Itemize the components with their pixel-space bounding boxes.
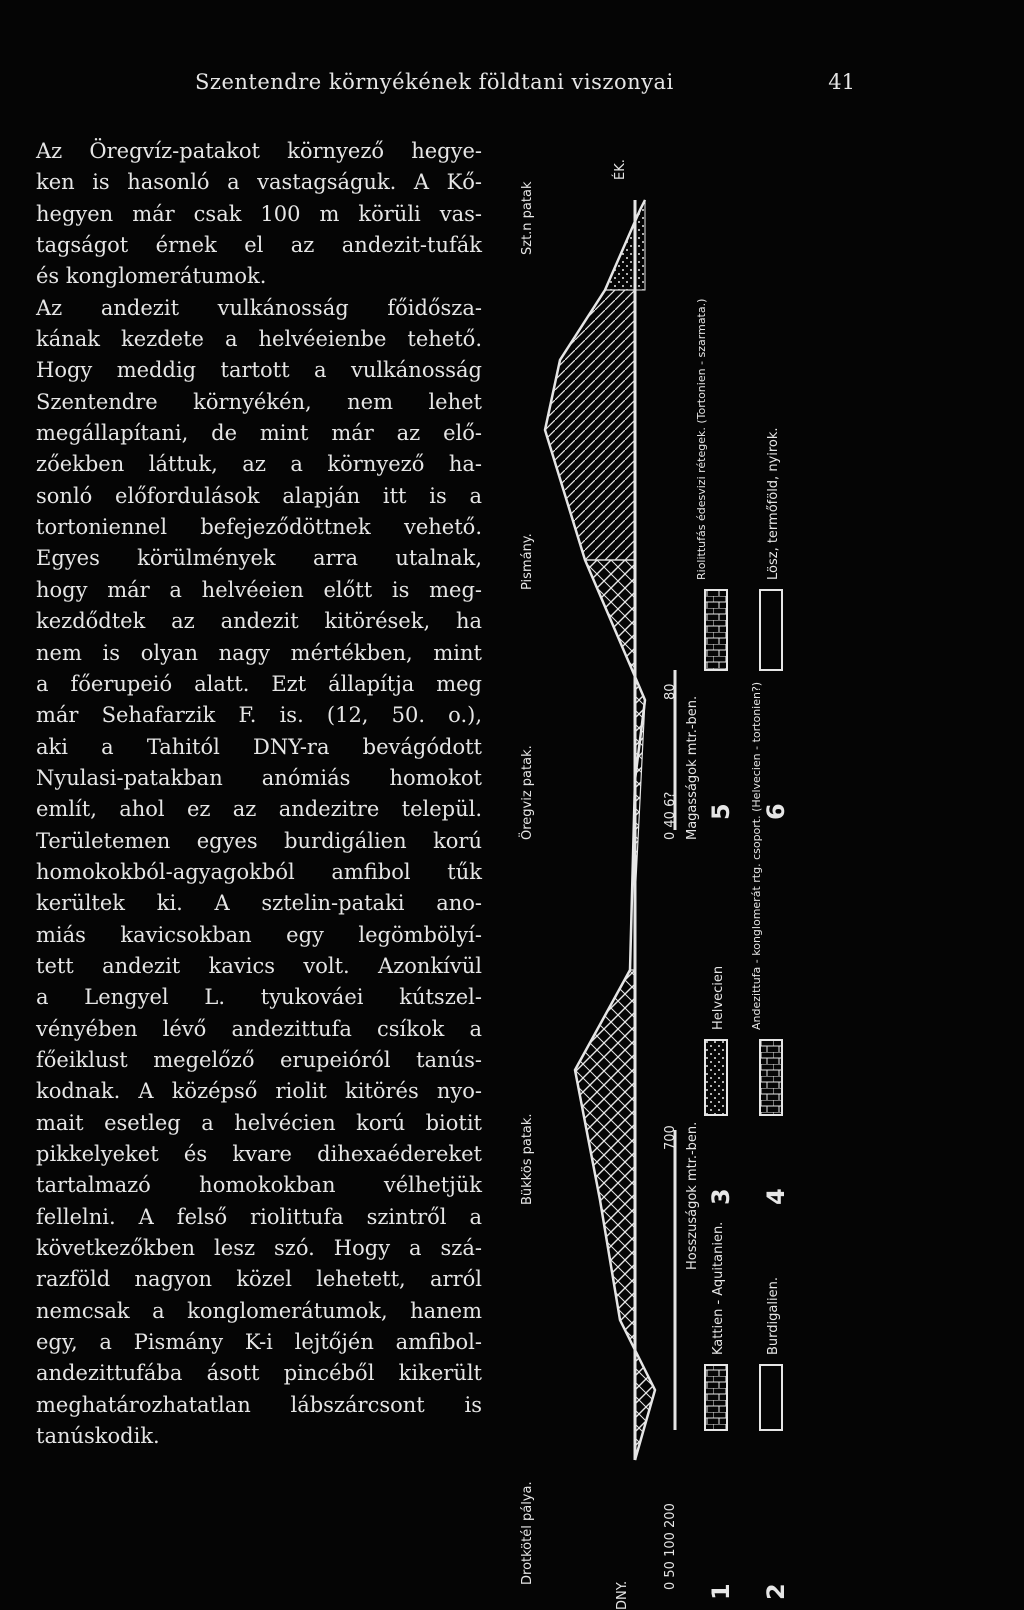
text-line: tartalmazó homokokban vélhetjük [36, 1173, 482, 1198]
label-bukkos: Bükkös patak. [520, 1113, 535, 1205]
text-line: főeiklust megelőző erupeióról tanús- [36, 1047, 482, 1072]
running-header [195, 70, 855, 110]
text-line: következőkben lesz szó. Hogy a szá- [36, 1236, 482, 1261]
label-ek: ÉK. [613, 159, 628, 180]
text-line: kának kezdete a helvéeienbe tehető. [36, 327, 482, 352]
label-oregviz: Öregviz patak. [520, 745, 535, 840]
unit-rhyolite-tuff [545, 290, 635, 560]
text-line: pikkelyeket és kvare dihexaédereket [36, 1142, 482, 1166]
text-line: megállapítani, de mint már az elő- [36, 421, 482, 446]
text-line: nem is olyan nagy mértékben, mint [36, 640, 482, 665]
text-line: Hogy meddig tartott a vulkánosság [36, 358, 482, 383]
text-line: ken is hasonló a vastagságuk. A Kő- [36, 170, 482, 195]
text-line: mait esetleg a helvécien korú biotit [36, 1110, 482, 1135]
unit-helvecian [605, 200, 645, 290]
legend-box-5 [705, 590, 727, 670]
text-line: tanúskodik. [36, 1424, 160, 1449]
label-pismany: Pismány. [520, 533, 535, 590]
legend-num-3: 3 [707, 1188, 735, 1205]
scale-v-ticks: 0 40 6? [663, 791, 678, 840]
text-line: tett andezit kavics volt. Azonkívül [36, 953, 482, 978]
text-line: andezittufába ásott pincéből kikerült [36, 1361, 482, 1386]
geological-cross-section-figure [485, 140, 805, 1610]
text-line: meghatározhatatlan lábszárcsont is [36, 1392, 482, 1417]
legend-text-2: Burdigalien. [766, 1277, 781, 1355]
text-line: Szentendre környékén, nem lehet [36, 389, 482, 414]
legend-box-2 [760, 1365, 782, 1430]
scale-h-end: 700 [663, 1125, 678, 1150]
text-line: hogy már a helvéeien előtt is meg- [36, 577, 482, 602]
scale-h-ticks: 0 50 100 200 [663, 1503, 678, 1590]
text-line: kodnak. A középső riolit kitörés nyo- [36, 1079, 482, 1104]
text-line: Az andezit vulkánosság főidősza- [36, 295, 482, 320]
label-sztn-patak: Szt.n patak [520, 181, 535, 255]
legend-num-2: 2 [762, 1583, 790, 1600]
legend-text-5: Riolittufás édesvizi rétegek. (Tortonien - szarmata.) [695, 298, 708, 580]
text-line: hegyen már csak 100 m körüli vas- [36, 201, 482, 226]
text-line: sonló előfordulások alapján itt is a [36, 483, 482, 508]
body-text [36, 136, 482, 1452]
text-line: említ, ahol ez az andezitre települ. [36, 797, 482, 822]
text-line: kerültek ki. A sztelin-pataki ano- [36, 891, 482, 916]
text-line: fellelni. A felső riolittufa szintről a [36, 1204, 482, 1229]
text-line: Az Öregvíz-patakot környező hegye- [36, 139, 482, 163]
text-line: és konglomerátumok. [36, 264, 267, 289]
legend-num-6: 6 [762, 803, 790, 820]
text-line: Egyes körülmények arra utalnak, [36, 546, 482, 571]
text-line: homokokból-agyagokból amfibol tűk [36, 859, 482, 884]
text-line: kezdődtek az andezit kitörések, ha [36, 609, 482, 634]
label-dny: DNY. [615, 1580, 630, 1610]
text-line: nemcsak a konglomerátumok, hanem [36, 1298, 482, 1323]
text-line: tortoniennel befejeződöttnek vehető. [36, 515, 482, 540]
legend-text-1: Kattien - Aquitanien. [711, 1221, 726, 1355]
text-line: tagságot érnek el az andezit-tufák [36, 233, 482, 258]
text-line: egy, a Pismány K-i lejtőjén amfibol- [36, 1330, 482, 1355]
text-line: már Sehafarzik F. is. (12, 50. o.), [36, 703, 482, 728]
label-drotkotel: Drotkötél pálya. [520, 1481, 535, 1585]
legend-box-1 [705, 1365, 727, 1430]
text-line: vényében lévő andezittufa csíkok a [36, 1016, 482, 1041]
legend-num-1: 1 [707, 1583, 735, 1600]
legend-num-4: 4 [762, 1188, 790, 1205]
scale-v-label: Magasságok mtr.-ben. [685, 695, 700, 840]
text-line: zőekben láttuk, az a környező ha- [36, 452, 482, 477]
text-line: razföld nagyon közel lehetett, arról [36, 1267, 482, 1292]
legend-num-5: 5 [707, 803, 735, 820]
legend-text-4: Andezittufa - konglomerát rtg. csoport. (Helvecien - tortonien?) [750, 681, 763, 1030]
text-line: a főerupeió alatt. Ezt állapítja meg [36, 671, 482, 696]
legend-box-3 [705, 1040, 727, 1115]
legend-box-6 [760, 590, 782, 670]
unit-andesite-tuff-sw [575, 970, 655, 1460]
scale-h-label: Hosszuságok mtr.-ben. [685, 1121, 700, 1270]
page-number: 41 [828, 70, 855, 94]
text-line: Területemen egyes burdigálien korú [36, 828, 482, 853]
scale-v-end: 80 [663, 683, 678, 700]
text-line: Nyulasi-patakban anómiás homokot [36, 765, 482, 790]
legend-text-3: Helvecien [711, 965, 726, 1030]
text-line: a Lengyel L. tyukováei kútszel- [36, 985, 482, 1010]
legend-box-4 [760, 1040, 782, 1115]
text-line: miás kavicsokban egy legömbölyí- [36, 922, 482, 947]
header-title: Szentendre környékének földtani viszonyai [195, 70, 674, 94]
text-line: aki a Tahitól DNY-ra bevágódott [36, 734, 482, 759]
legend-text-6: Lösz, termőföld, nyirok. [766, 427, 781, 580]
